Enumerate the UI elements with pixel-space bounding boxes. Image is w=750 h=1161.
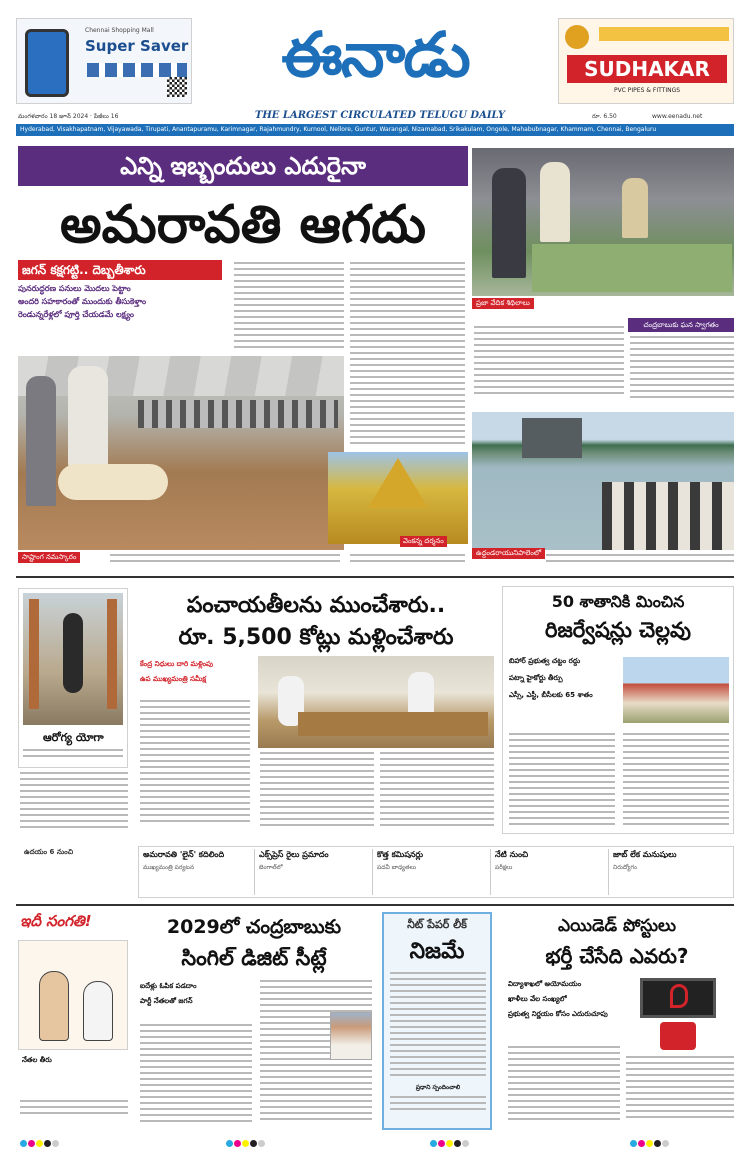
aided-headline-2: భర్తీ చేసేది ఎవరు? — [545, 944, 689, 968]
section-divider — [16, 576, 734, 578]
aided-bullet: ఖాళీలు వేల సంఖ్యలో — [508, 995, 567, 1003]
cartoon-caption: నేతల తీరు — [22, 1056, 52, 1064]
panchayat-body-text — [140, 700, 250, 830]
crowd — [138, 400, 338, 428]
teaser-title: కొత్త కమిషనర్లు — [377, 850, 424, 859]
reservation-bullet: ఎస్సీ, ఎస్టీ, బీసీలకు 65 శాతం — [509, 691, 593, 699]
aided-bullet: విద్యాశాఖలో అయోమయం — [508, 980, 582, 988]
lead-bullet: రెండున్నరేళ్లలో పూర్తి చేయడమే లక్ష్యం — [18, 310, 134, 319]
reservation-bullet: పట్నా హైకోర్టు తీర్పు — [509, 674, 563, 682]
lead-bullet: పునరుద్ధరణ పనులు మొదలు పెట్టాం — [18, 284, 131, 293]
teaser-strip — [138, 846, 734, 898]
lead-kicker: ఎన్ని ఇబ్బందులు ఎదురైనా — [18, 146, 468, 186]
qr-code-icon — [167, 77, 187, 97]
teaser-title: ఎక్స్‌ప్రెస్ రైలు ప్రమాదం — [259, 850, 329, 859]
neet-body-text — [390, 972, 486, 1080]
neet-footer: ప్రధాని స్పందించాలి — [415, 1084, 461, 1091]
reservation-box — [502, 586, 734, 834]
caption-text — [546, 554, 734, 570]
panchayat-headline-1: పంచాయతీలను ముంచేశారు.. — [186, 593, 446, 618]
person-figure — [68, 366, 108, 466]
teaser-sub: బెంగాల్‌లో — [259, 864, 283, 871]
pillar — [107, 599, 117, 709]
left-ad-subtitle: Chennai Shopping Mall — [85, 27, 154, 34]
lead-right-caption: ప్రజా వేదిక శిథిలాలు — [472, 298, 534, 309]
lead-red-tag: జగన్ కక్షగట్టి.. దెబ్బతీశారు — [18, 260, 222, 280]
registration-marks — [226, 1132, 266, 1151]
aided-bullets — [508, 980, 620, 1019]
computer-illustration — [630, 978, 726, 1052]
price-line: రూ. 6.50 — [592, 113, 617, 120]
right-ad-subtitle: PVC PIPES & FITTINGS — [613, 87, 681, 94]
lead-photo-caption: సాష్టాంగ నమస్కారం — [18, 552, 80, 563]
conference-table — [298, 712, 488, 736]
teaser-sub: పదవీ బాధ్యతలు — [377, 864, 417, 871]
river-photo — [472, 412, 734, 550]
lead-bullets — [18, 284, 230, 319]
yoga-figure — [63, 613, 83, 693]
sidebar-title: చంద్రబాబుకు ఘన స్వాగతం — [628, 318, 734, 332]
registration-marks — [20, 1132, 60, 1151]
reservation-body-text — [509, 733, 615, 829]
panchayat-bullet: ఉప ముఖ్యమంత్రి సమీక్ష — [140, 675, 207, 683]
right-ad[interactable] — [558, 18, 734, 104]
right-ad-title: SUDHAKAR — [567, 55, 727, 83]
aided-headline-1: ఎయిడెడ్ పోస్టులు — [558, 916, 676, 936]
aided-bullet: ప్రభుత్వ నిర్ణయం కోసం ఎదురుచూపు — [508, 1010, 608, 1018]
pillar — [29, 599, 39, 709]
yoga-sub: ఉదయం 6 నుంచి — [24, 848, 74, 856]
panchayat-bullets — [140, 660, 248, 684]
teaser-item[interactable] — [495, 849, 609, 895]
lamp-icon — [565, 25, 589, 49]
reservation-headline-2: రిజర్వేషన్లు చెల్లవు — [545, 618, 691, 642]
teaser-sub: పరీక్షలు — [495, 864, 513, 871]
person-figure — [26, 376, 56, 506]
caption-text — [350, 554, 465, 570]
editions-line: Hyderabad, Visakhapatnam, Vijayawada, Tirupati, Anantapuramu, Karimnagar, Rajahmundry, Kurnool, Nellore, Guntur, Warangal, Nizamabad, Srikakulam, Ongole, Mahabubnagar, Khammam, Chennai, Bengaluru — [20, 126, 657, 133]
registration-marks — [430, 1132, 470, 1151]
neet-box — [382, 912, 492, 1130]
aided-body-text — [508, 1046, 620, 1128]
yoga-photo — [23, 593, 123, 725]
singles-headline-1: 2029లో చంద్రబాబుకు — [166, 916, 342, 938]
teaser-title: అమరావతి 'లైన్' కదిలింది — [143, 850, 225, 859]
court-photo — [623, 657, 729, 723]
section-divider — [16, 904, 734, 906]
lead-photo-top-right — [472, 148, 734, 296]
temple-inset-photo — [328, 452, 468, 544]
lead-body-text — [234, 262, 344, 354]
neet-headline: నిజమే — [409, 939, 465, 964]
website: www.eenadu.net — [652, 113, 703, 120]
person-figure — [492, 168, 526, 278]
ruined-structure — [522, 418, 582, 458]
teaser-sub: ముఖ్యమంత్రి పర్యటన — [143, 864, 195, 871]
teaser-title: జాబ్ లేక మనుషులు — [613, 850, 677, 859]
cartoon-label: ఇదీ సంగతి! — [20, 912, 92, 930]
caption-text — [110, 554, 340, 570]
panchayat-bullet: కేంద్ర నిధులు దారి మళ్లింపు — [140, 660, 214, 668]
model-table — [532, 244, 732, 292]
lead-sidebar — [474, 316, 624, 408]
teaser-item[interactable] — [377, 849, 491, 895]
masthead-title: ఈనాడు — [281, 18, 469, 91]
cartoon-figure — [83, 981, 113, 1041]
sidebar-list — [630, 336, 734, 408]
cartoon-figure — [39, 971, 69, 1041]
reservation-headline-1: 50 శాతానికి మించిన — [551, 592, 685, 611]
temple-gopuram — [368, 458, 428, 508]
cartoon-panel — [18, 940, 128, 1050]
right-ad-band — [599, 27, 729, 41]
chair-icon — [660, 1022, 696, 1050]
river-caption: ఉద్దండరాయునిపాలెంలో — [472, 548, 545, 559]
editions-bar — [16, 124, 734, 136]
panchayat-headline-2: రూ. 5,500 కోట్లు మళ్లించేశారు — [178, 625, 454, 650]
cartoon-text — [20, 1100, 128, 1126]
registration-marks — [630, 1132, 670, 1151]
temple-caption: వెంకన్న దర్శనం — [400, 536, 447, 547]
panchayat-body-text — [380, 752, 494, 830]
singles-bullet: ఐదేళ్లు ఓపిక పడదాం — [140, 982, 197, 990]
teaser-item[interactable] — [613, 849, 729, 895]
crowd — [602, 482, 734, 550]
lead-body-text — [350, 262, 465, 450]
tent-roof — [18, 356, 344, 396]
left-ad[interactable] — [16, 18, 192, 104]
yoga-caption: ఆరోగ్య యోగా — [43, 731, 104, 744]
singles-bullet: పార్టీ నేతలతో జగన్ — [140, 997, 193, 1005]
yoga-body-text — [20, 772, 128, 832]
lead-photo-main — [18, 356, 344, 550]
person-figure — [540, 162, 570, 242]
question-mark-icon — [670, 984, 688, 1008]
neet-kicker: నీట్ పేపర్ లీక్ — [407, 918, 467, 931]
panchayat-body-text — [260, 752, 374, 830]
lead-bullet: అందరి సహకారంతో ముందుకు తీసుకెళ్తాం — [18, 297, 147, 306]
teaser-item[interactable] — [259, 849, 373, 895]
lead-headline: అమరావతి ఆగదు — [60, 195, 426, 255]
sidebar-body-text — [474, 326, 624, 406]
singles-bullets — [140, 982, 252, 1006]
meeting-photo — [258, 656, 494, 748]
teaser-item[interactable] — [143, 849, 255, 895]
singles-body-text — [140, 1024, 252, 1128]
bowing-person — [58, 464, 168, 500]
yoga-text — [23, 749, 123, 765]
left-ad-title: Super Saver — [85, 37, 189, 55]
teaser-sub: నిరుద్యోగం — [613, 864, 638, 871]
brand-logos — [87, 63, 187, 77]
neet-footer-text — [390, 1096, 486, 1122]
reservation-body-text — [623, 733, 729, 829]
yoga-box — [18, 588, 128, 768]
reservation-bullet: బిహార్ ప్రభుత్వ చట్టం రద్దు — [509, 657, 581, 665]
aided-body-text — [626, 1056, 734, 1128]
teaser-title: నేటి నుంచి — [495, 850, 529, 859]
reservation-bullets — [509, 657, 617, 700]
phone-icon — [25, 29, 69, 97]
person-figure — [622, 178, 648, 238]
date-line: మంగళవారం 18 జూన్ 2024 · పేజీలు 16 — [18, 113, 119, 120]
masthead-tagline: THE LARGEST CIRCULATED TELUGU DAILY — [254, 110, 506, 121]
singles-headline-2: సింగిల్ డిజిట్ సీట్లే — [181, 946, 327, 970]
leader-portrait — [330, 1012, 372, 1060]
